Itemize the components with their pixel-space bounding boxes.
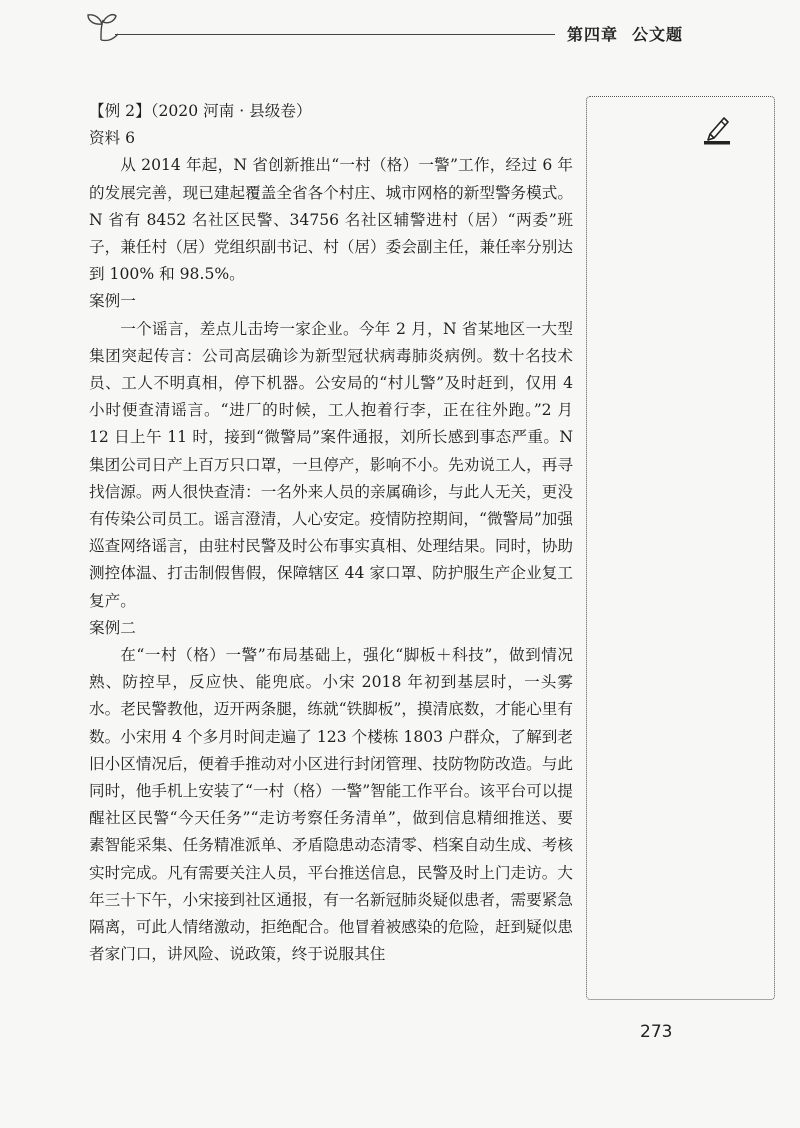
chapter-header	[567, 22, 683, 45]
notes-box	[586, 96, 775, 1000]
material-title: 资料 6	[89, 129, 136, 148]
example-source: （2020 河南 · 县级卷）	[150, 102, 312, 120]
pen-icon	[702, 112, 732, 146]
header-rule	[115, 34, 555, 35]
example-heading	[89, 98, 573, 125]
case1-paragraph: 一个谣言，差点儿击垮一家企业。今年 2 月，N 省某地区一大型集团突起传言：公司高层确诊为新型冠状病毒肺炎病例。数十名技术员、工人不明真相，停下机器。公安局的“村儿警”及时赶到，仅用 4 小时便查清谣言。“进厂的时候，工人抱着行李，正在往外跑。”2 月 12 日上午 11 时，接到“微警局”案件通报，刘所长感到事态严重。N 集团公司日产上百万只口罩，一旦停产，影响不小。先劝说工人，再寻找信源。两人很快查清：一名外来人员的亲属确诊，与此人无关，更没有传染公司员工。谣言澄清，人心安定。疫情防控期间，“微警局”加强巡查网络谣言，由驻村民警及时公布事实真相、处理结果。同时，协助测控体温、打击制假售假，保障辖区 44 家口罩、防护服生产企业复工复产。	[89, 319, 573, 610]
intro-paragraph: 从 2014 年起，N 省创新推出“一村（格）一警”工作，经过 6 年的发展完善，现已建起覆盖全省各个村庄、城市网格的新型警务模式。N 省有 8452 名社区民警、34756 名社区辅警进村（居）“两委”班子，兼任村（居）党组织副书记、村（居）委会副主任，兼任率分别达到 100% 和 98.5%。	[89, 156, 573, 284]
page-number: 273	[640, 1022, 673, 1042]
chapter-section: 公文题	[632, 25, 684, 44]
chapter-number: 第四章	[567, 25, 619, 44]
sprout-icon	[84, 10, 118, 42]
case2-title: 案例二	[89, 618, 136, 637]
page-content	[89, 98, 573, 969]
case2-paragraph: 在“一村（格）一警”布局基础上，强化“脚板＋科技”，做到情况熟、防控早，反应快、能兜底。小宋 2018 年初到基层时，一头雾水。老民警教他，迈开两条腿，练就“铁脚板”，摸清底数，才能心里有数。小宋用 4 个多月时间走遍了 123 个楼栋 1803 户群众，了解到老旧小区情况后，便着手推动对小区进行封闭管理、技防物防改造。与此同时，他手机上安装了“一村（格）一警”智能工作平台。该平台可以提醒社区民警“今天任务”“走访考察任务清单”，做到信息精细推送、要素智能采集、任务精准派单、矛盾隐患动态清零、档案自动生成、考核实时完成。凡有需要关注人员，平台推送信息，民警及时上门走访。大年三十下午，小宋接到社区通报，有一名新冠肺炎疑似患者，需要紧急隔离，可此人情绪激动，拒绝配合。他冒着被感染的危险，赶到疑似患者家门口，讲风险、说政策，终于说服其住	[89, 646, 573, 964]
case1-title: 案例一	[89, 292, 136, 311]
example-label: 【例 2】	[89, 102, 151, 120]
